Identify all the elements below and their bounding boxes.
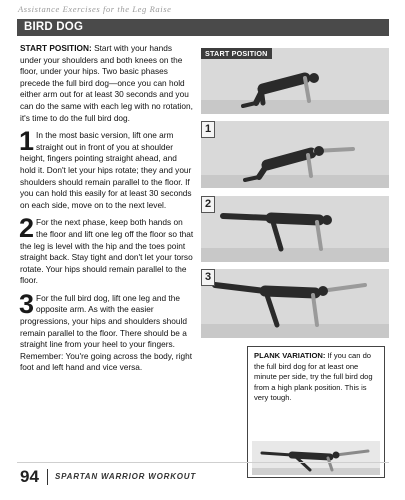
photo-step-3 (201, 269, 389, 338)
book-title: SPARTAN WARRIOR WORKOUT (55, 472, 197, 481)
start-text: Start with your hands under your shoulders and both knees on the floor, under your hips. Two basic phases precede the full bird dog—once you can hold either arm out for at least 30 seconds and you can do the same with each leg with no rotation, it's time to do the full bird dog. (20, 43, 193, 123)
start-paragraph (20, 43, 194, 124)
step-2-text: For the next phase, keep both hands on the floor and lift one leg off the floor so that the leg is level with the hip and the toes point straight back. Stay tight and don't let your torso rotate. Your hips should remain parallel to the floor. (20, 217, 194, 286)
page-number: 94 (20, 467, 39, 486)
step-3-paragraph (19, 288, 194, 374)
step-3-number: 3 (19, 288, 35, 319)
step-3-text: For the full bird dog, lift one leg and the opposite arm. As with the easier progressions, your hips and shoulders should remain parallel to the floor. There should be a straight line from your heel to your fingers. Remember: You're going across the body, right foot and left hand and vice versa. (20, 292, 193, 373)
plank-variation-box (247, 346, 385, 478)
photo-start-position (201, 48, 389, 114)
step-1-text: In the most basic version, lift one arm straight out in front of you at shoulder height, fingers pointing straight ahead, and hold it. Don't let your hips rotate; they and your shoulders should remain parallel to the floor. If you can hold this easily for at least 30 seconds on each side, move on to the next level. (20, 130, 192, 210)
footer-rule (17, 462, 389, 463)
start-position-label: START POSITION (201, 48, 272, 59)
step-1-paragraph (19, 126, 194, 211)
figure-step-1 (201, 121, 389, 188)
running-head: Assistance Exercises for the Leg Raise (18, 4, 172, 14)
step-3-photo-label: 3 (201, 269, 215, 286)
step-1-photo-label: 1 (201, 121, 215, 138)
plank-variation-lead: PLANK VARIATION: (254, 351, 326, 360)
photo-step-2 (201, 196, 389, 262)
photo-step-1 (201, 121, 389, 188)
footer-separator (47, 469, 48, 485)
section-title: BIRD DOG (17, 19, 389, 36)
step-2-paragraph (19, 213, 194, 287)
step-1-number: 1 (19, 126, 35, 157)
figure-step-3 (201, 269, 389, 338)
figure-plank-variation (252, 441, 380, 475)
start-lead: START POSITION: (20, 43, 92, 53)
plank-variation-body: If you can do the full bird dog for at least one minute per side, try the full bird dog from a high plank position. This is very tough. (254, 351, 373, 403)
figure-step-2 (201, 196, 389, 262)
step-2-photo-label: 2 (201, 196, 215, 213)
instructions-column (20, 43, 194, 380)
plank-variation-text (254, 351, 380, 404)
step-2-number: 2 (19, 213, 35, 244)
